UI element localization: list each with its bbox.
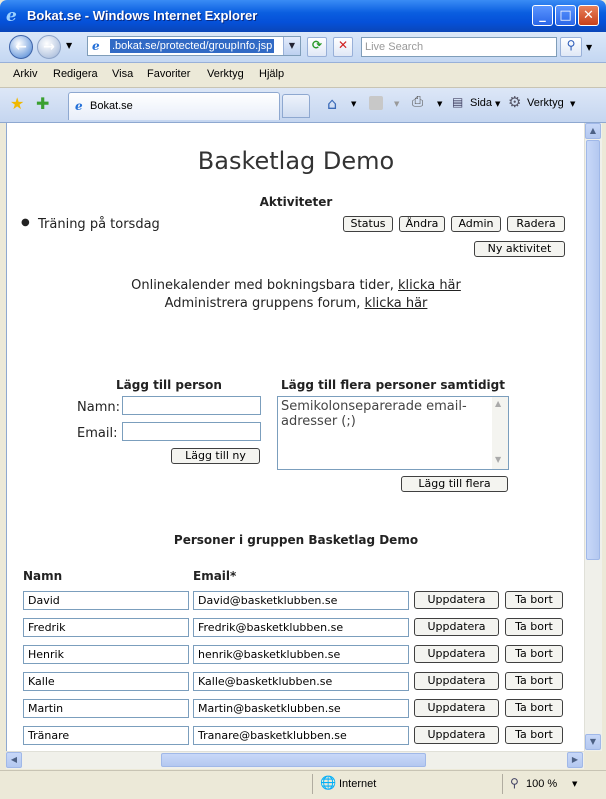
calendar-link[interactable]: klicka här: [398, 278, 461, 293]
scroll-corner: [584, 751, 601, 768]
maximize-button[interactable]: □: [555, 5, 576, 26]
textarea-scroll-up-icon[interactable]: ▲: [495, 399, 502, 408]
members-heading: Personer i gruppen Basketlag Demo: [173, 533, 419, 547]
add-many-button[interactable]: Lägg till flera: [401, 476, 508, 492]
email-input[interactable]: [122, 422, 261, 441]
close-button[interactable]: ✕: [578, 5, 599, 26]
menu-view[interactable]: Visa: [112, 68, 134, 80]
textarea-scroll-down-icon[interactable]: ▼: [495, 455, 502, 464]
zoom-dropdown-icon[interactable]: ▼: [572, 780, 578, 788]
page-menu-icon[interactable]: ▤: [452, 95, 464, 109]
remove-button[interactable]: Ta bort: [505, 645, 563, 663]
forum-line: [7, 296, 585, 311]
page-menu-label[interactable]: Sida: [470, 97, 493, 109]
print-dropdown-icon[interactable]: ▼: [437, 100, 443, 108]
address-toolbar: [0, 32, 606, 63]
vertical-scroll-thumb[interactable]: [586, 140, 600, 560]
column-email: Email*: [193, 569, 237, 583]
ie-logo-icon: e: [6, 6, 17, 26]
tools-gear-icon[interactable]: ⚙: [508, 93, 522, 111]
tab-label: Bokat.se: [90, 100, 133, 112]
member-name-input[interactable]: Martin: [23, 699, 189, 718]
member-name-input[interactable]: Henrik: [23, 645, 189, 664]
delete-button[interactable]: Radera: [507, 216, 565, 232]
print-icon[interactable]: ⎙: [412, 94, 424, 110]
scroll-down-icon[interactable]: ▼: [585, 734, 601, 750]
search-input[interactable]: Live Search: [361, 37, 557, 57]
tools-menu-label[interactable]: Verktyg: [527, 97, 564, 109]
page-icon: e: [92, 39, 100, 53]
activity-name: Träning på torsdag: [38, 217, 160, 232]
refresh-button[interactable]: ⟳: [307, 37, 327, 57]
feeds-icon[interactable]: [369, 96, 383, 110]
home-icon[interactable]: ⌂: [327, 94, 338, 113]
page-viewport: [6, 123, 585, 751]
update-button[interactable]: Uppdatera: [414, 591, 499, 609]
update-button[interactable]: Uppdatera: [414, 726, 499, 744]
vertical-scrollbar[interactable]: [584, 123, 602, 751]
add-person-heading: Lägg till person: [116, 378, 222, 392]
title-bar[interactable]: [0, 0, 606, 32]
calendar-line: [7, 278, 585, 293]
scroll-left-icon[interactable]: ◀: [6, 752, 22, 768]
status-bar: [0, 770, 606, 799]
remove-button[interactable]: Ta bort: [505, 726, 563, 744]
member-email-input[interactable]: henrik@basketklubben.se: [193, 645, 409, 664]
remove-button[interactable]: Ta bort: [505, 591, 563, 609]
search-options-icon[interactable]: ▼: [586, 43, 593, 52]
member-email-input[interactable]: Fredrik@basketklubben.se: [193, 618, 409, 637]
menu-bar: [0, 63, 606, 88]
textarea-scrollbar[interactable]: [492, 397, 508, 469]
home-dropdown-icon[interactable]: ▼: [351, 100, 357, 108]
new-activity-button[interactable]: Ny aktivitet: [474, 241, 565, 257]
history-dropdown-icon[interactable]: ▼: [66, 41, 73, 50]
page-dropdown-icon[interactable]: ▼: [495, 100, 501, 108]
new-tab-button[interactable]: [282, 94, 310, 118]
member-email-input[interactable]: Tranare@basketklubben.se: [193, 726, 409, 745]
menu-help[interactable]: Hjälp: [259, 68, 285, 80]
add-favorite-icon[interactable]: ✚: [36, 94, 50, 113]
update-button[interactable]: Uppdatera: [414, 618, 499, 636]
member-email-input[interactable]: David@basketklubben.se: [193, 591, 409, 610]
member-email-input[interactable]: Kalle@basketklubben.se: [193, 672, 409, 691]
zone-label[interactable]: Internet: [339, 778, 377, 790]
address-bar[interactable]: [87, 36, 301, 56]
globe-icon: 🌐: [320, 776, 337, 791]
update-button[interactable]: Uppdatera: [414, 645, 499, 663]
menu-file[interactable]: Arkiv: [13, 68, 38, 80]
scroll-right-icon[interactable]: ▶: [567, 752, 583, 768]
favorites-star-icon[interactable]: ★: [10, 94, 25, 113]
zoom-icon[interactable]: ⚲: [510, 776, 519, 790]
activities-heading: Aktiviteter: [259, 195, 333, 209]
member-name-input[interactable]: Tränare: [23, 726, 189, 745]
update-button[interactable]: Uppdatera: [414, 672, 499, 690]
feeds-dropdown-icon[interactable]: ▼: [394, 100, 400, 108]
add-many-heading: Lägg till flera personer samtidigt: [280, 378, 505, 392]
bullet: ●: [21, 217, 30, 228]
member-email-input[interactable]: Martin@basketklubben.se: [193, 699, 409, 718]
menu-edit[interactable]: Redigera: [53, 68, 98, 80]
forward-button[interactable]: →: [37, 35, 61, 59]
tab-bokat[interactable]: [68, 92, 280, 120]
page-title: Basketlag Demo: [197, 147, 395, 175]
update-button[interactable]: Uppdatera: [414, 699, 499, 717]
horizontal-scroll-thumb[interactable]: [161, 753, 426, 767]
calendar-text: Onlinekalender med bokningsbara tider,: [131, 278, 399, 293]
name-input[interactable]: [122, 396, 261, 415]
email-label: Email:: [77, 426, 118, 441]
member-name-input[interactable]: David: [23, 591, 189, 610]
bulk-email-placeholder: Semikolonseparerade email-adresser (;): [281, 399, 467, 429]
tab-toolbar: [0, 88, 606, 123]
admin-button[interactable]: Admin: [451, 216, 501, 232]
tab-page-icon: e: [75, 99, 83, 113]
forum-text: Administrera gruppens forum,: [164, 296, 365, 311]
stop-button[interactable]: ✕: [333, 37, 353, 57]
address-dropdown-icon[interactable]: ▼: [283, 37, 300, 55]
name-label: Namn:: [77, 400, 120, 415]
status-separator: [312, 774, 313, 794]
zoom-level[interactable]: 100 %: [526, 778, 558, 790]
add-new-button[interactable]: Lägg till ny: [171, 448, 260, 464]
forum-link[interactable]: klicka här: [364, 296, 428, 311]
bulk-email-textarea[interactable]: [277, 396, 509, 470]
address-url: .bokat.se/protected/groupInfo.jsp: [112, 40, 273, 52]
column-name: Namn: [23, 569, 63, 583]
edit-button[interactable]: Ändra: [399, 216, 445, 232]
remove-button[interactable]: Ta bort: [505, 699, 563, 717]
window-title: Bokat.se - Windows Internet Explorer: [27, 8, 258, 23]
status-button[interactable]: Status: [343, 216, 393, 232]
search-icon[interactable]: ⚲: [560, 37, 582, 57]
member-name-input[interactable]: Kalle: [23, 672, 189, 691]
status-separator: [502, 774, 503, 794]
remove-button[interactable]: Ta bort: [505, 618, 563, 636]
back-button[interactable]: ←: [9, 35, 33, 59]
member-name-input[interactable]: Fredrik: [23, 618, 189, 637]
scroll-up-icon[interactable]: ▲: [585, 123, 601, 139]
remove-button[interactable]: Ta bort: [505, 672, 563, 690]
horizontal-scrollbar[interactable]: [6, 751, 584, 769]
tools-dropdown-icon[interactable]: ▼: [570, 100, 576, 108]
menu-tools[interactable]: Verktyg: [207, 68, 244, 80]
minimize-button[interactable]: _: [532, 5, 553, 26]
menu-favorites[interactable]: Favoriter: [147, 68, 191, 80]
